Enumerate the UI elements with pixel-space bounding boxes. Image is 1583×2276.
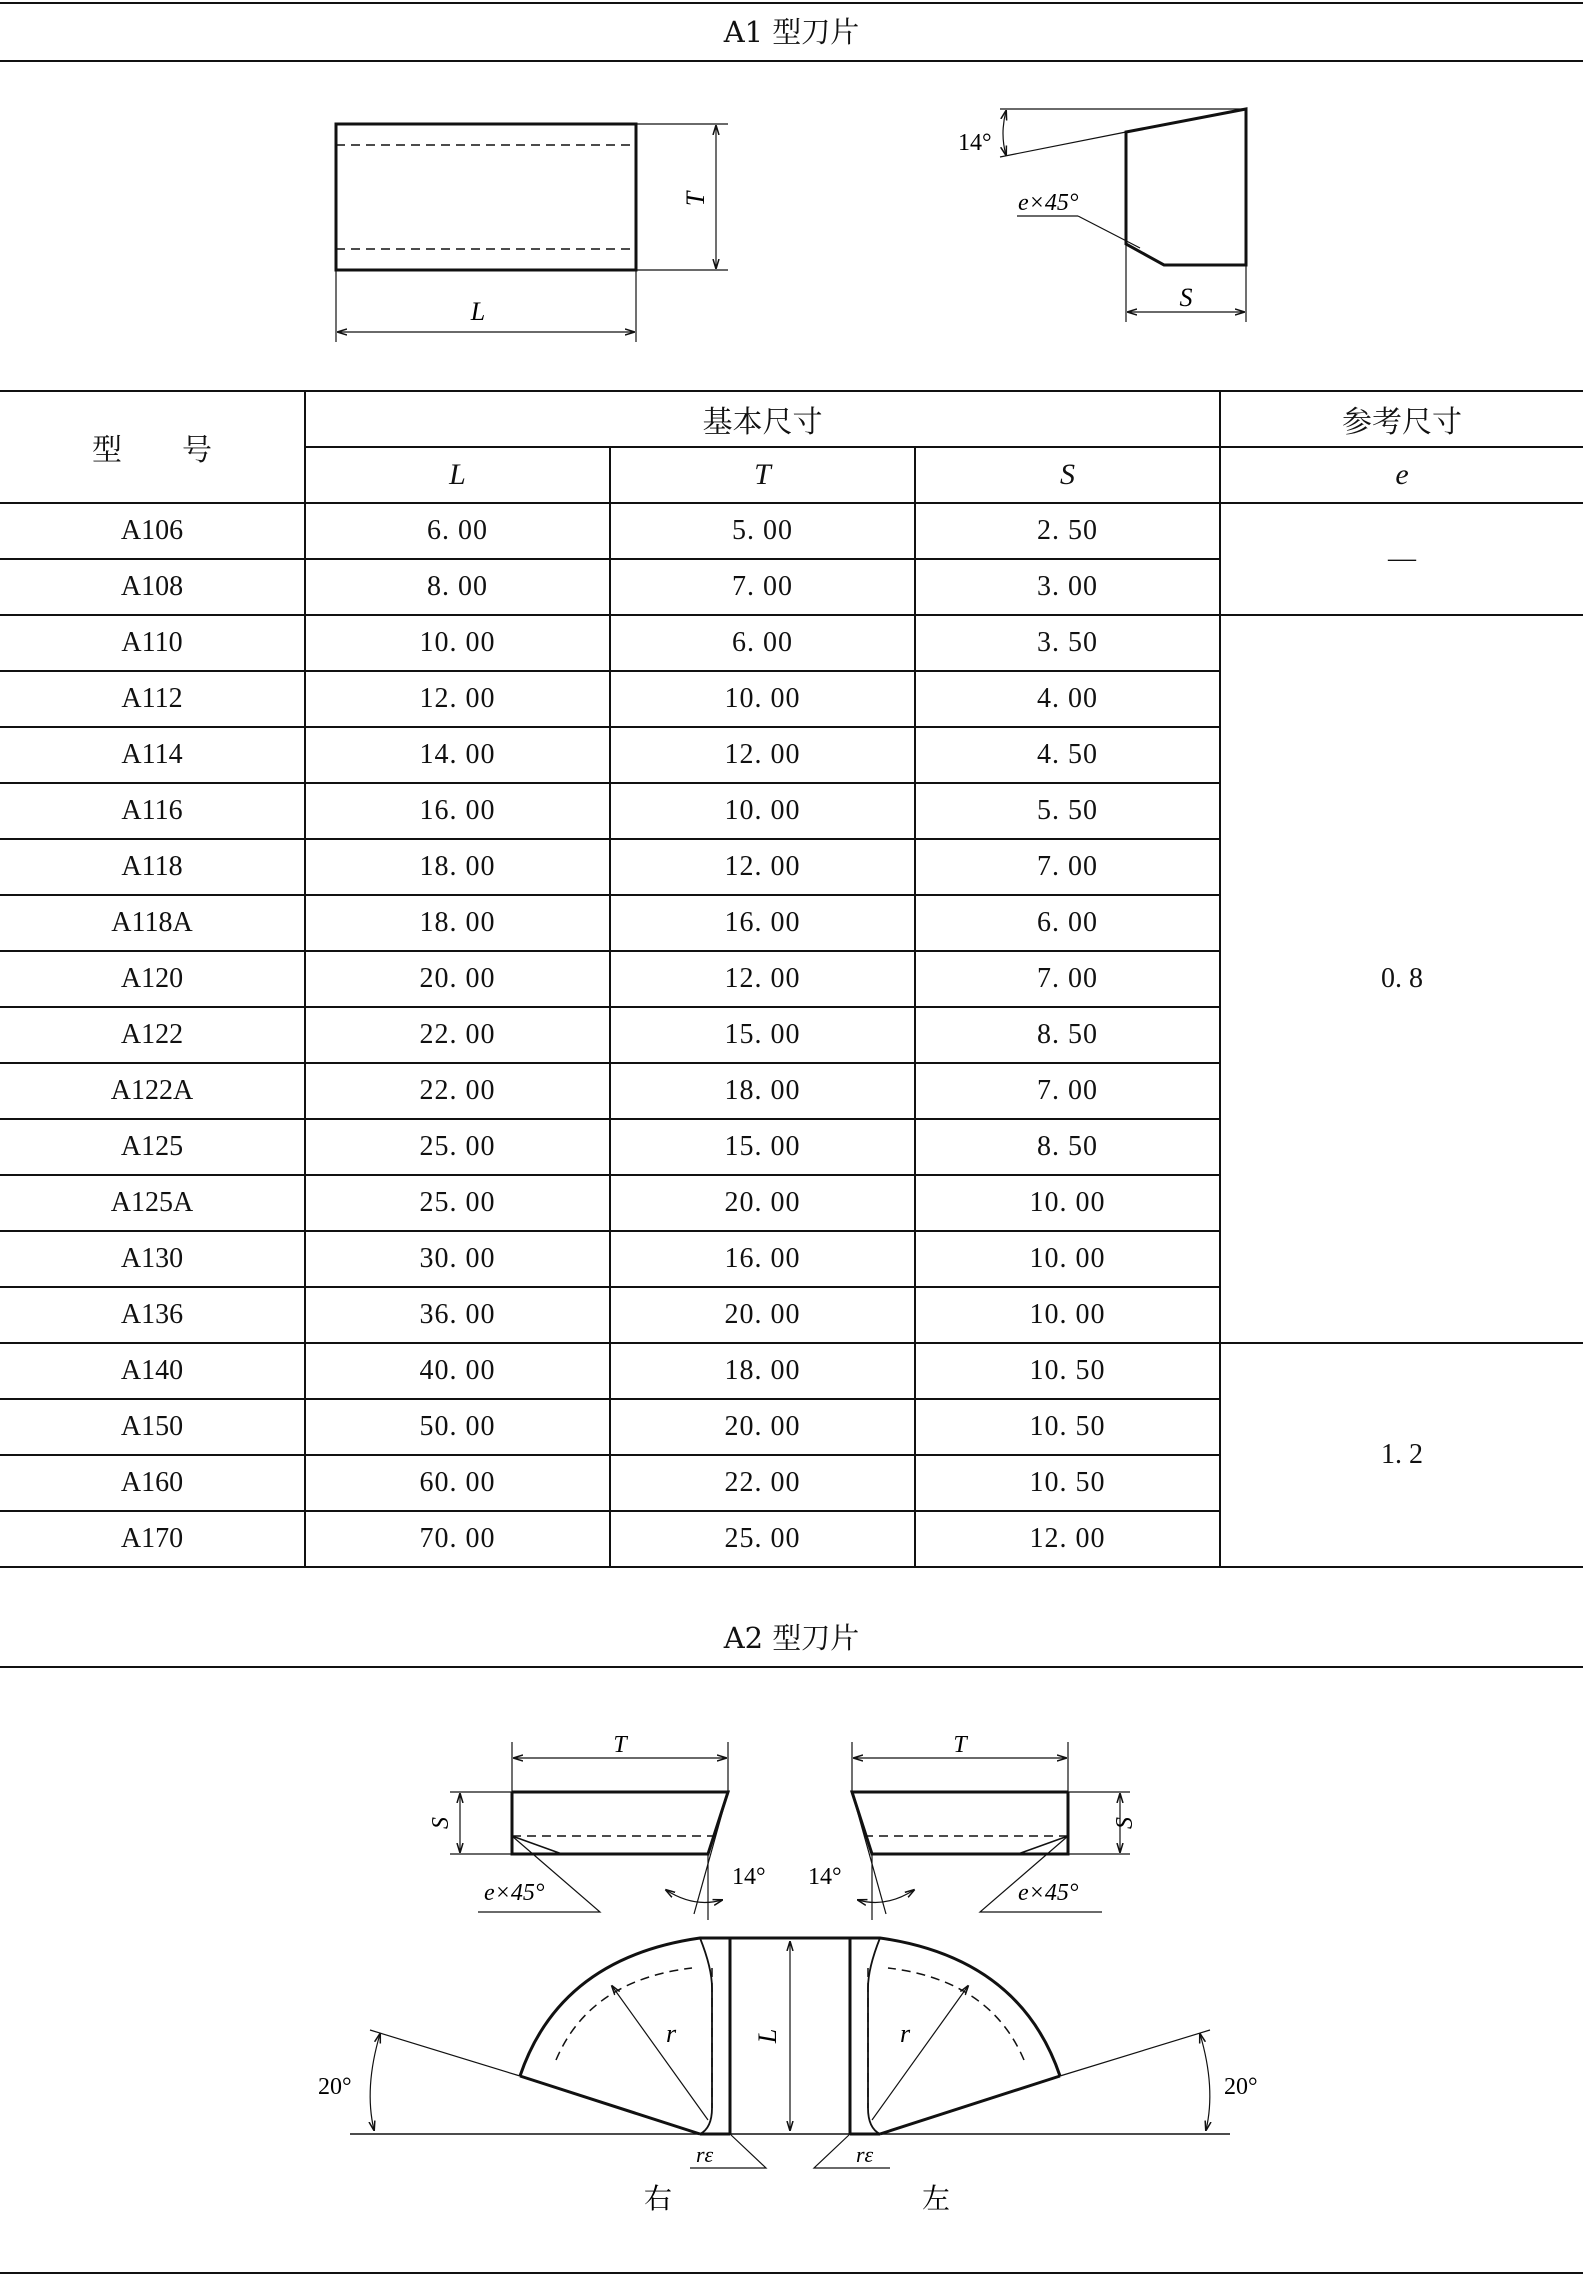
cell-model: A150 [0, 1399, 305, 1455]
cell-T: 22. 00 [610, 1455, 915, 1511]
a1-T-label: T [681, 191, 710, 207]
cell-model: A118A [0, 895, 305, 951]
cell-S: 8. 50 [915, 1119, 1220, 1175]
cell-model: A125A [0, 1175, 305, 1231]
cell-S: 6. 00 [915, 895, 1220, 951]
cell-T: 7. 00 [610, 559, 915, 615]
cell-T: 25. 00 [610, 1511, 915, 1567]
bottom-rule [0, 2272, 1583, 2274]
cell-S: 8. 50 [915, 1007, 1220, 1063]
cell-L: 25. 00 [305, 1175, 610, 1231]
cell-e-group-2: 0. 8 [1220, 615, 1583, 1343]
cell-T: 15. 00 [610, 1119, 915, 1175]
cell-S: 4. 00 [915, 671, 1220, 727]
table-row [0, 1343, 1583, 1399]
cell-L: 60. 00 [305, 1455, 610, 1511]
a2-drawing [0, 1668, 1583, 2268]
cell-T: 12. 00 [610, 951, 915, 1007]
cell-S: 3. 00 [915, 559, 1220, 615]
cell-S: 10. 00 [915, 1231, 1220, 1287]
a2-L-label: L [753, 2028, 782, 2044]
cell-model: A114 [0, 727, 305, 783]
cell-model: A140 [0, 1343, 305, 1399]
cell-T: 12. 00 [610, 727, 915, 783]
a2-left-S-label: S [1112, 1817, 1138, 1829]
cell-T: 10. 00 [610, 783, 915, 839]
a2-left-chamfer-label: e×45° [1018, 1880, 1079, 1906]
cell-S: 10. 50 [915, 1343, 1220, 1399]
header-e: e [1220, 447, 1583, 503]
cell-S: 7. 00 [915, 1063, 1220, 1119]
header-model: 型 号 [0, 391, 305, 503]
table-row [0, 503, 1583, 559]
cell-T: 16. 00 [610, 1231, 915, 1287]
a2-right-S-label: S [428, 1817, 454, 1829]
a1-S-label: S [1179, 283, 1193, 312]
cell-model: A110 [0, 615, 305, 671]
a2-L-dimension [730, 1938, 850, 2130]
cell-L: 40. 00 [305, 1343, 610, 1399]
a2-right-r-label: r [666, 2019, 677, 2048]
cell-T: 6. 00 [610, 615, 915, 671]
a1-title: A1 型刀片 [723, 15, 860, 49]
a2-left-angle14-label: 14° [808, 1864, 842, 1890]
a2-left-caption: 左 [921, 2182, 951, 2215]
cell-S: 3. 50 [915, 615, 1220, 671]
cell-S: 10. 00 [915, 1175, 1220, 1231]
cell-T: 5. 00 [610, 503, 915, 559]
cell-L: 25. 00 [305, 1119, 610, 1175]
cell-model: A125 [0, 1119, 305, 1175]
a2-left-T-label: T [953, 1732, 967, 1758]
cell-L: 50. 00 [305, 1399, 610, 1455]
cell-model: A130 [0, 1231, 305, 1287]
a2-left-re-label: rε [856, 2142, 874, 2167]
cell-L: 6. 00 [305, 503, 610, 559]
cell-L: 20. 00 [305, 951, 610, 1007]
cell-T: 18. 00 [610, 1063, 915, 1119]
cell-S: 4. 50 [915, 727, 1220, 783]
cell-T: 18. 00 [610, 1343, 915, 1399]
cell-L: 30. 00 [305, 1231, 610, 1287]
cell-L: 22. 00 [305, 1063, 610, 1119]
cell-S: 5. 50 [915, 783, 1220, 839]
cell-L: 8. 00 [305, 559, 610, 615]
a2-right-re-label: rε [696, 2142, 714, 2167]
a2-left-top-view [852, 1742, 1130, 1920]
cell-model: A170 [0, 1511, 305, 1567]
cell-L: 18. 00 [305, 839, 610, 895]
a2-right-angle14-label: 14° [732, 1864, 766, 1890]
header-L: L [305, 447, 610, 503]
a1-drawing [0, 62, 1583, 390]
a2-right-T-label: T [613, 1732, 627, 1758]
cell-L: 14. 00 [305, 727, 610, 783]
cell-model: A160 [0, 1455, 305, 1511]
cell-T: 10. 00 [610, 671, 915, 727]
cell-model: A106 [0, 503, 305, 559]
header-T: T [610, 447, 915, 503]
header-S: S [915, 447, 1220, 503]
cell-model: A120 [0, 951, 305, 1007]
cell-T: 15. 00 [610, 1007, 915, 1063]
cell-L: 18. 00 [305, 895, 610, 951]
a1-angle-label: 14° [958, 130, 992, 156]
cell-L: 70. 00 [305, 1511, 610, 1567]
cell-L: 16. 00 [305, 783, 610, 839]
cell-L: 12. 00 [305, 671, 610, 727]
a2-right-caption: 右 [643, 2182, 673, 2215]
cell-model: A122 [0, 1007, 305, 1063]
cell-S: 12. 00 [915, 1511, 1220, 1567]
cell-L: 10. 00 [305, 615, 610, 671]
table-row [0, 615, 1583, 671]
cell-T: 16. 00 [610, 895, 915, 951]
a1-chamfer-label: e×45° [1018, 190, 1079, 216]
a1-L-label: L [470, 297, 486, 326]
a2-title: A2 型刀片 [723, 1621, 860, 1655]
cell-S: 10. 50 [915, 1455, 1220, 1511]
cell-L: 36. 00 [305, 1287, 610, 1343]
header-basic-dimensions: 基本尺寸 [305, 391, 1220, 447]
cell-S: 10. 00 [915, 1287, 1220, 1343]
header-reference-dimensions: 参考尺寸 [1220, 391, 1583, 447]
cell-S: 7. 00 [915, 839, 1220, 895]
cell-T: 20. 00 [610, 1399, 915, 1455]
table-header-row-1 [0, 391, 1583, 447]
a1-front-view [336, 124, 728, 342]
spec-table [0, 390, 1583, 1568]
cell-S: 7. 00 [915, 951, 1220, 1007]
cell-e-group-3: 1. 2 [1220, 1343, 1583, 1567]
a2-right-chamfer-label: e×45° [484, 1880, 545, 1906]
cell-T: 20. 00 [610, 1287, 915, 1343]
cell-L: 22. 00 [305, 1007, 610, 1063]
cell-e-group-1: — [1220, 503, 1583, 615]
cell-T: 12. 00 [610, 839, 915, 895]
cell-S: 2. 50 [915, 503, 1220, 559]
cell-model: A108 [0, 559, 305, 615]
a2-left-angle20-label: 20° [1224, 2074, 1258, 2100]
cell-T: 20. 00 [610, 1175, 915, 1231]
a2-right-angle20-label: 20° [318, 2074, 352, 2100]
cell-model: A136 [0, 1287, 305, 1343]
cell-model: A112 [0, 671, 305, 727]
a2-left-r-label: r [900, 2019, 911, 2048]
cell-model: A118 [0, 839, 305, 895]
cell-S: 10. 50 [915, 1399, 1220, 1455]
cell-model: A116 [0, 783, 305, 839]
cell-model: A122A [0, 1063, 305, 1119]
